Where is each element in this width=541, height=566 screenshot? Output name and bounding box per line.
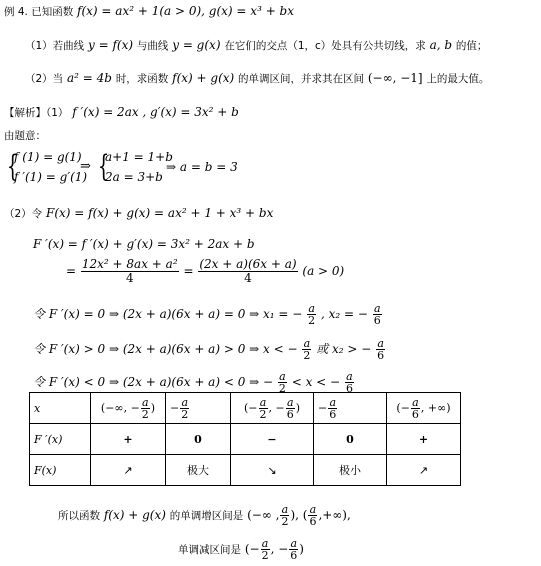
critical-points: 令 F ′(x) = 0 ⇒ (2x + a)(6x + a) = 0 ⇒ x₁ = − $\frac{a}{2}$ , x₂ = − $\frac{a}{6}$: [33, 302, 381, 327]
question-1: （1）若曲线 y = f(x) 与曲线 y = g(x) 在它们的交点（1，c）处具有公共切线，求 a, b 的值；: [25, 38, 488, 52]
conclusion-increasing: 所以函数 f(x) + g(x) 的单调增区间是 (−∞ , $\frac{a}{2}$ ), ( $\frac{a}{6}$ ,+∞),: [58, 503, 351, 528]
question-2: （2）当 a² = 4b 时，求函数 f(x) + g(x) 的单调区间，并求其在区间 (−∞, −1] 上的最大值。: [25, 71, 490, 85]
left-brace-1: {: [6, 149, 19, 184]
solution-part-1: 【解析】（1） f ′(x) = 2ax , g′(x) = 3x² + b: [4, 105, 239, 119]
fraction-2: $\frac{(2x + a)(6x + a)}{4}$: [199, 257, 297, 285]
table-row: x (−∞, − $\frac{a}{2}$ ) − $\frac{a}{2}$ (− $\frac{a}{2}$ , − $\frac{a}{6}$ ) − $\frac{a}{6}$ (− $\frac{a}{6}$ , +∞): [30, 393, 461, 424]
conclusion-decreasing: 单调减区间是 (− $\frac{a}{2}$ , − $\frac{a}{6}$ ): [178, 537, 304, 562]
table-row: F ′(x) + 0 − 0 +: [30, 424, 461, 455]
problem-title: [4, 3, 294, 20]
derivative-factored: = $\frac{\text{12x² + 8ax + a²}}{4}$ = $\frac{(2x + a)(6x + a)}{4}$ (a > 0): [66, 257, 345, 285]
decreasing-condition: 令 F ′(x) < 0 ⇒ (2x + a)(6x + a) < 0 ⇒ − $\frac{a}{2}$ < x < − $\frac{a}{6}$: [33, 370, 353, 395]
system-result: ⇒ a = b = 3: [166, 160, 238, 174]
table-row: F(x) ↗ 极大 ↘ 极小 ↗: [30, 455, 461, 486]
problem-label: 例 4. 已知函数: [4, 6, 74, 18]
variation-table: [29, 392, 461, 486]
by-condition-label: 由题意：: [4, 130, 46, 142]
given-functions: f(x) = ax² + 1(a > 0), g(x) = x³ + bx: [77, 4, 295, 18]
increasing-condition: 令 F ′(x) > 0 ⇒ (2x + a)(6x + a) > 0 ⇒ x < − $\frac{a}{2}$ 或 x₂ > − $\frac{a}{6}$: [33, 337, 385, 362]
solution-part-2: （2）令 F(x) = f(x) + g(x) = ax² + 1 + x³ + bx: [4, 206, 274, 220]
derivative-line: F ′(x) = f ′(x) + g′(x) = 3x² + 2ax + b: [33, 237, 255, 251]
fraction-1: $\frac{\text{12x² + 8ax + a²}}{4}$: [81, 257, 178, 285]
left-brace-2: {: [97, 149, 110, 184]
